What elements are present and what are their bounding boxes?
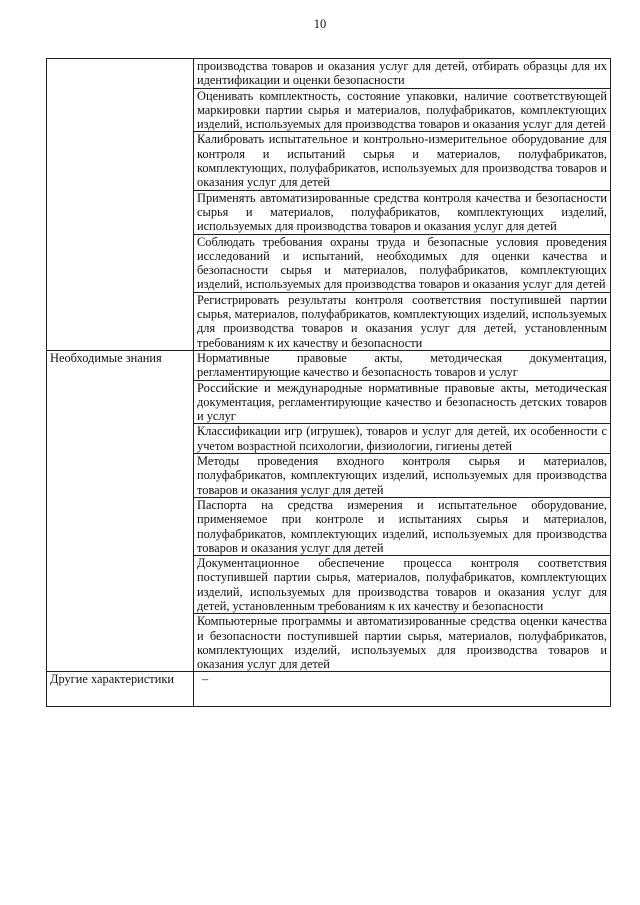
skills-label-cell xyxy=(47,59,194,351)
knowledge-item: Методы проведения входного контроля сырья и материалов, полуфабрикатов, комплектующих изделий, используемых для производства товаров и оказания услуг для детей xyxy=(194,454,611,498)
skill-item: Применять автоматизированные средства контроля качества и безопасности сырья и материалов, полуфабрикатов, комплектующих изделий, используемых для производства товаров и оказания услуг для детей xyxy=(194,190,611,234)
other-characteristics-value: – xyxy=(194,672,611,707)
knowledge-item: Нормативные правовые акты, методическая документация, регламентирующие качество и безопасность товаров и услуг xyxy=(194,350,611,380)
skill-item: Регистрировать результаты контроля соответствия поступившей партии сырья, материалов, полуфабрикатов, комплектующих изделий, используемых для производства товаров и оказания услуг для детей, установленным требованиям к их качеству и безопасности xyxy=(194,292,611,350)
table-row xyxy=(47,350,611,380)
skill-item: производства товаров и оказания услуг для детей, отбирать образцы для их идентификации и оценки безопасности xyxy=(194,59,611,89)
skill-item: Калибровать испытательное и контрольно-измерительное оборудование для контроля и испытаний сырья и материалов, полуфабрикатов, комплектующих, полуфабрикатов, используемых для производства товаров и оказания услуг для детей xyxy=(194,132,611,190)
skill-item: Оценивать комплектность, состояние упаковки, наличие соответствующей маркировки партии сырья и материалов, полуфабрикатов, комплектующих изделий, используемых для производства товаров и оказания услуг для детей xyxy=(194,88,611,132)
knowledge-item: Документационное обеспечение процесса контроля соответствия поступившей партии сырья, материалов, полуфабрикатов, комплектующих изделий, используемых для производства товаров и оказания услуг для детей, установленным требованиям к их качеству и безопасности xyxy=(194,556,611,614)
knowledge-item: Классификации игр (игрушек), товаров и услуг для детей, их особенности с учетом возрастной психологии, физиологии, гигиены детей xyxy=(194,424,611,454)
skill-item: Соблюдать требования охраны труда и безопасные условия проведения исследований и испытаний, необходимых для оценки качества и безопасности сырья и материалов, полуфабрикатов, комплектующих изделий, используемых для производства товаров и оказания услуг для детей xyxy=(194,234,611,292)
knowledge-item: Компьютерные программы и автоматизированные средства оценки качества и безопасности поступившей партии сырья, материалов, полуфабрикатов, комплектующих изделий, используемых для производства товаров и оказания услуг для детей xyxy=(194,614,611,672)
page-number: 10 xyxy=(313,17,327,31)
knowledge-label: Необходимые знания xyxy=(47,350,194,672)
qualification-table xyxy=(46,58,611,707)
table-row xyxy=(47,672,611,707)
knowledge-item: Паспорта на средства измерения и испытательное оборудование, применяемое при контроле и испытаниях сырья и материалов, полуфабрикатов, комплектующих изделий, используемых для производства товаров и оказания услуг для детей xyxy=(194,497,611,555)
other-characteristics-label: Другие характеристики xyxy=(47,672,194,707)
table-row xyxy=(47,59,611,89)
knowledge-item: Российские и международные нормативные правовые акты, методическая документация, регламентирующие качество и безопасность детских товаров и услуг xyxy=(194,380,611,424)
